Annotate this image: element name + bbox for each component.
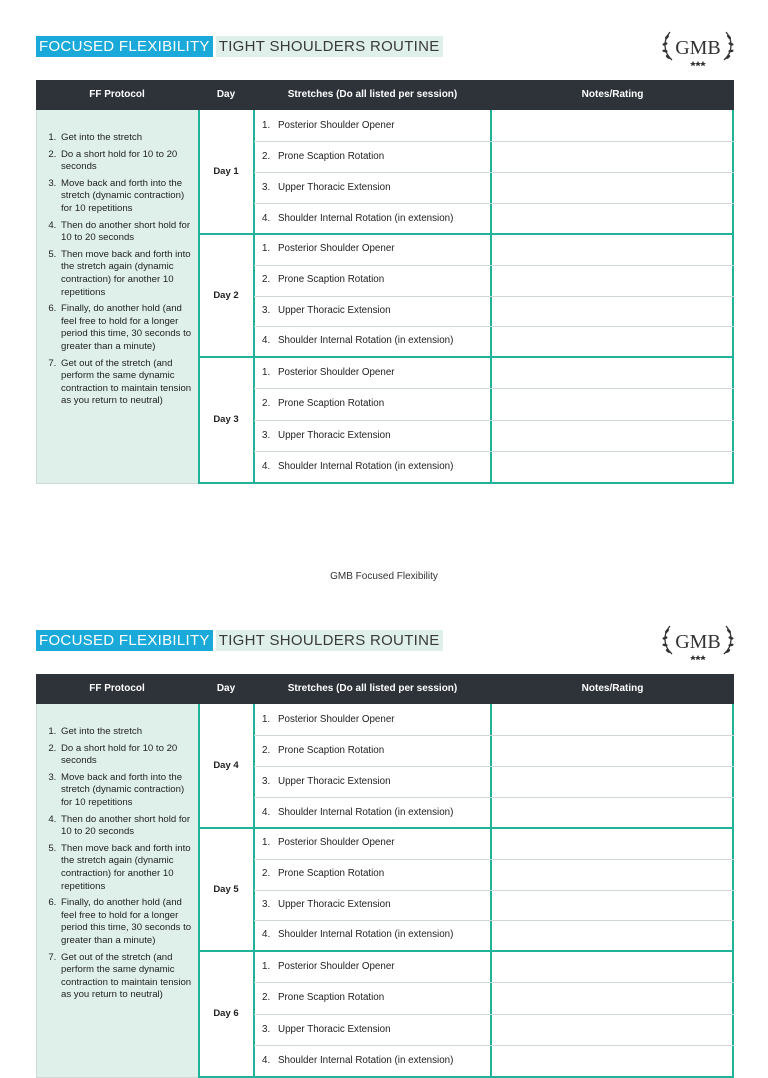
stretch-number: 4. <box>262 1054 271 1066</box>
notes-rating-cell[interactable] <box>492 828 732 859</box>
stretch-number: 2. <box>262 151 271 162</box>
notes-rating-cell[interactable] <box>492 1045 732 1076</box>
stretch-number: 2. <box>262 398 271 410</box>
stretch-item <box>254 890 491 921</box>
stretch-item <box>254 234 491 265</box>
notes-rating-cell[interactable] <box>492 110 732 141</box>
stretch-item <box>254 357 491 388</box>
stretch-number: 2. <box>262 745 271 756</box>
notes-rating-cell[interactable] <box>492 141 732 172</box>
logo-text: GMB <box>675 37 721 59</box>
header-day: Day <box>216 683 236 694</box>
row-separator <box>254 1014 734 1015</box>
title-subtitle: TIGHT SHOULDERS ROUTINE <box>216 630 443 651</box>
day-label: Day 4 <box>213 760 239 771</box>
protocol-column <box>36 110 198 484</box>
page-title <box>36 630 443 651</box>
stretch-name: Shoulder Internal Rotation (in extension) <box>278 335 454 347</box>
stretch-number: 2. <box>262 273 271 285</box>
protocol-step: 4. Then do another short hold for 10 to 20 seconds <box>59 814 192 839</box>
stretch-item <box>254 828 491 859</box>
stretch-number: 3. <box>262 1023 271 1035</box>
stretch-name: Upper Thoracic Extension <box>278 182 391 193</box>
protocol-step: 6. Finally, do another hold (and feel free to hold for a longer period this time, 30 seconds to greater than a minute) <box>59 303 192 353</box>
stretch-name: Prone Scaption Rotation <box>278 992 385 1004</box>
protocol-step: 2. Do a short hold for 10 to 20 seconds <box>59 149 192 174</box>
stretch-name: Upper Thoracic Extension <box>278 429 391 441</box>
stretch-number: 2. <box>262 992 271 1004</box>
stretch-item <box>254 110 491 141</box>
stretch-item <box>254 203 491 234</box>
row-separator <box>254 265 734 266</box>
protocol-step: 7. Get out of the stretch (and perform the same dynamic contraction to maintain tension as you return to neutral) <box>59 358 192 408</box>
stretch-item <box>254 296 491 327</box>
notes-rating-cell[interactable] <box>492 1014 732 1045</box>
notes-rating-cell[interactable] <box>492 859 732 890</box>
stretch-number: 4. <box>262 929 271 941</box>
protocol-step: 5. Then move back and forth into the stretch again (dynamic contraction) for another 10 repetitions <box>59 249 192 299</box>
stretch-number: 1. <box>262 714 271 725</box>
row-separator <box>254 451 734 452</box>
stretch-number: 4. <box>262 807 271 818</box>
notes-rating-cell[interactable] <box>492 265 732 296</box>
stretch-name: Posterior Shoulder Opener <box>278 961 395 972</box>
row-separator <box>254 296 734 297</box>
stretch-number: 1. <box>262 367 271 378</box>
page-footer: GMB Focused Flexibility <box>330 571 438 582</box>
stretch-name: Posterior Shoulder Opener <box>278 367 395 378</box>
stretch-number: 1. <box>262 243 271 254</box>
stretch-number: 3. <box>262 304 271 316</box>
day-label: Day 2 <box>213 289 239 301</box>
stretch-number: 1. <box>262 120 271 131</box>
row-separator <box>254 920 734 921</box>
stretch-number: 4. <box>262 460 271 472</box>
stretch-item <box>254 951 491 982</box>
day-label: Day 5 <box>213 883 239 895</box>
row-separator <box>254 172 734 173</box>
notes-rating-cell[interactable] <box>492 172 732 203</box>
row-separator <box>254 141 734 142</box>
stretch-name: Shoulder Internal Rotation (in extension) <box>278 213 454 224</box>
notes-rating-cell[interactable] <box>492 451 732 482</box>
protocol-step: 6. Finally, do another hold (and feel free to hold for a longer period this time, 30 seconds to greater than a minute) <box>59 897 192 947</box>
header-protocol: FF Protocol <box>89 89 145 100</box>
stretch-item <box>254 1014 491 1045</box>
stretch-name: Shoulder Internal Rotation (in extension) <box>278 807 454 818</box>
header-day: Day <box>216 89 236 100</box>
row-separator <box>254 859 734 860</box>
stretch-name: Upper Thoracic Extension <box>278 898 391 910</box>
notes-rating-cell[interactable] <box>492 920 732 951</box>
stretch-number: 3. <box>262 429 271 441</box>
day-label: Day 3 <box>213 413 239 425</box>
day-label: Day 1 <box>213 166 239 177</box>
stretch-number: 2. <box>262 867 271 879</box>
title-highlight: FOCUSED FLEXIBILITY <box>36 630 213 651</box>
row-separator <box>254 982 734 983</box>
row-separator <box>254 326 734 327</box>
stretch-number: 4. <box>262 213 271 224</box>
day-label: Day 6 <box>213 1007 239 1019</box>
stretch-name: Prone Scaption Rotation <box>278 867 385 879</box>
stretch-name: Upper Thoracic Extension <box>278 304 391 316</box>
page-title <box>36 36 443 57</box>
notes-rating-cell[interactable] <box>492 234 732 265</box>
stretch-number: 3. <box>262 182 271 193</box>
routine-table <box>36 110 734 484</box>
title-subtitle: TIGHT SHOULDERS ROUTINE <box>216 36 443 57</box>
stretch-name: Upper Thoracic Extension <box>278 1023 391 1035</box>
notes-rating-cell[interactable] <box>492 704 732 735</box>
stretch-name: Shoulder Internal Rotation (in extension) <box>278 460 454 472</box>
protocol-step: 5. Then move back and forth into the stretch again (dynamic contraction) for another 10 repetitions <box>59 843 192 893</box>
stretch-number: 3. <box>262 898 271 910</box>
stretch-item <box>254 265 491 296</box>
notes-rating-cell[interactable] <box>492 388 732 419</box>
protocol-steps-list <box>37 110 198 408</box>
title-highlight: FOCUSED FLEXIBILITY <box>36 36 213 57</box>
notes-rating-cell[interactable] <box>492 296 732 327</box>
notes-rating-cell[interactable] <box>492 357 732 388</box>
stretch-name: Shoulder Internal Rotation (in extension) <box>278 929 454 941</box>
logo-text: GMB <box>675 631 721 653</box>
row-separator <box>254 388 734 389</box>
notes-rating-cell[interactable] <box>492 951 732 982</box>
row-separator <box>254 797 734 798</box>
stretch-item <box>254 797 491 828</box>
notes-rating-cell[interactable] <box>492 890 732 921</box>
stretch-number: 1. <box>262 837 271 848</box>
row-separator <box>254 203 734 204</box>
stretch-name: Posterior Shoulder Opener <box>278 837 395 848</box>
header-protocol: FF Protocol <box>89 683 145 694</box>
table-header <box>36 80 734 110</box>
protocol-step: 2. Do a short hold for 10 to 20 seconds <box>59 743 192 768</box>
stretch-name: Prone Scaption Rotation <box>278 398 385 410</box>
protocol-step: 1. Get into the stretch <box>59 726 192 739</box>
stretch-item <box>254 920 491 951</box>
protocol-step: 1. Get into the stretch <box>59 132 192 145</box>
stretch-item <box>254 326 491 357</box>
protocol-step: 4. Then do another short hold for 10 to 20 seconds <box>59 220 192 245</box>
stretch-item <box>254 420 491 451</box>
row-separator <box>254 890 734 891</box>
protocol-step: 7. Get out of the stretch (and perform the same dynamic contraction to maintain tension as you return to neutral) <box>59 952 192 1002</box>
protocol-step: 3. Move back and forth into the stretch (dynamic contraction) for 10 repetitions <box>59 772 192 810</box>
stretch-name: Prone Scaption Rotation <box>278 151 385 162</box>
notes-rating-cell[interactable] <box>492 797 732 828</box>
row-separator <box>254 1045 734 1046</box>
table-right-border <box>732 110 734 484</box>
stretch-name: Prone Scaption Rotation <box>278 745 385 756</box>
stretch-item <box>254 141 491 172</box>
notes-rating-cell[interactable] <box>492 203 732 234</box>
protocol-column <box>36 704 198 1078</box>
stretch-number: 1. <box>262 961 271 972</box>
stretch-number: 4. <box>262 335 271 347</box>
routine-table <box>36 704 734 1078</box>
notes-rating-cell[interactable] <box>492 766 732 797</box>
table-bottom-border <box>198 482 734 484</box>
header-notes: Notes/Rating <box>581 683 644 694</box>
header-stretches: Stretches (Do all listed per session) <box>287 683 458 694</box>
stretch-item <box>254 451 491 482</box>
protocol-steps-list <box>37 704 198 1002</box>
stretch-item <box>254 766 491 797</box>
notes-rating-cell[interactable] <box>492 735 732 766</box>
gmb-laurel-logo-icon <box>660 26 736 68</box>
gmb-laurel-logo-icon <box>660 620 736 662</box>
stretch-name: Upper Thoracic Extension <box>278 776 391 787</box>
stretch-item <box>254 388 491 419</box>
stretch-item <box>254 172 491 203</box>
header-stretches: Stretches (Do all listed per session) <box>287 89 458 100</box>
header-notes: Notes/Rating <box>581 89 644 100</box>
stretch-item <box>254 859 491 890</box>
stretch-item <box>254 704 491 735</box>
stretch-name: Posterior Shoulder Opener <box>278 120 395 131</box>
notes-rating-cell[interactable] <box>492 326 732 357</box>
table-right-border <box>732 704 734 1078</box>
protocol-step: 3. Move back and forth into the stretch (dynamic contraction) for 10 repetitions <box>59 178 192 216</box>
stretch-item <box>254 982 491 1013</box>
stretch-item <box>254 1045 491 1076</box>
notes-rating-cell[interactable] <box>492 982 732 1013</box>
notes-rating-cell[interactable] <box>492 420 732 451</box>
stretch-name: Prone Scaption Rotation <box>278 273 385 285</box>
stretch-item <box>254 735 491 766</box>
stretch-name: Posterior Shoulder Opener <box>278 714 395 725</box>
stretch-number: 3. <box>262 776 271 787</box>
table-header <box>36 674 734 704</box>
row-separator <box>254 420 734 421</box>
row-separator <box>254 766 734 767</box>
row-separator <box>254 735 734 736</box>
stretch-name: Posterior Shoulder Opener <box>278 243 395 254</box>
stretch-name: Shoulder Internal Rotation (in extension) <box>278 1054 454 1066</box>
